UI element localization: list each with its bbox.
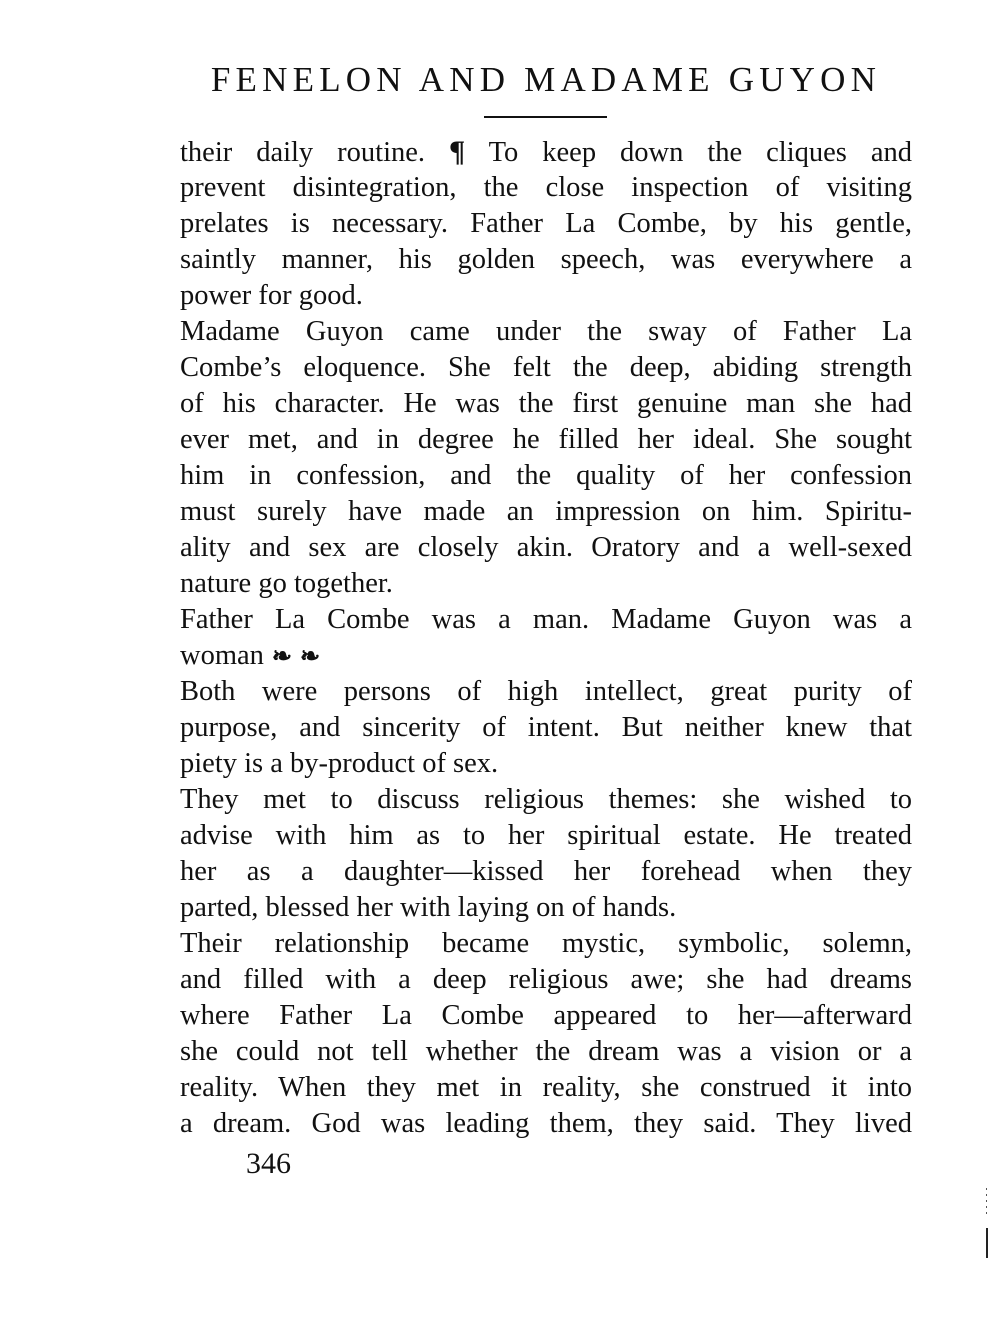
text-segment: of his character. He was the first genuine man she had bbox=[180, 388, 912, 419]
text-line bbox=[180, 386, 912, 422]
text-line bbox=[180, 998, 912, 1034]
text-segment: ever met, and in degree he filled her ideal. She sought bbox=[180, 424, 912, 455]
paragraph bbox=[180, 674, 912, 782]
text-segment: advise with him as to her spiritual estate. He treated bbox=[180, 820, 912, 851]
text-segment: woman bbox=[180, 640, 264, 671]
text-segment: Father La Combe was a man. Madame Guyon was a bbox=[180, 604, 912, 635]
paragraph bbox=[180, 314, 912, 602]
scan-edge-mark bbox=[986, 1188, 987, 1214]
paragraph bbox=[180, 782, 912, 926]
text-segment: him in confession, and the quality of her confession bbox=[180, 460, 912, 491]
text-line bbox=[180, 278, 912, 314]
text-segment: she could not tell whether the dream was a vision or a bbox=[180, 1036, 912, 1067]
text-line bbox=[180, 1106, 912, 1142]
text-line bbox=[180, 818, 912, 854]
text-segment: saintly manner, his golden speech, was everywhere a bbox=[180, 244, 912, 275]
head-rule bbox=[484, 116, 607, 118]
text-segment: power for good. bbox=[180, 280, 363, 311]
text-line bbox=[180, 422, 912, 458]
text-segment: must surely have made an impression on him. Spiritu- bbox=[180, 496, 912, 527]
text-segment: purpose, and sincerity of intent. But neither knew that bbox=[180, 712, 912, 743]
text-segment: Both were persons of high intellect, great purity of bbox=[180, 676, 912, 707]
text-line bbox=[180, 566, 912, 602]
text-line bbox=[180, 854, 912, 890]
text-segment: Madame Guyon came under the sway of Father La bbox=[180, 316, 912, 347]
text-line bbox=[180, 1034, 912, 1070]
text-line bbox=[180, 1070, 912, 1106]
paragraph bbox=[180, 602, 912, 674]
text-line bbox=[180, 530, 912, 566]
paragraph bbox=[180, 134, 912, 314]
text-segment: her as a daughter—kissed her forehead when they bbox=[180, 856, 912, 887]
text-segment: ality and sex are closely akin. Oratory and a well-sexed bbox=[180, 532, 912, 563]
text-segment: prevent disintegration, the close inspection of visiting bbox=[180, 172, 912, 203]
text-segment: where Father La Combe appeared to her—afterward bbox=[180, 1000, 912, 1031]
text-segment: and filled with a deep religious awe; she had dreams bbox=[180, 964, 912, 995]
text-line bbox=[180, 494, 912, 530]
text-line bbox=[180, 926, 912, 962]
text-line bbox=[180, 674, 912, 710]
text-segment: reality. When they met in reality, she construed it into bbox=[180, 1072, 912, 1103]
text-segment: prelates is necessary. Father La Combe, by his gentle, bbox=[180, 208, 912, 239]
text-line bbox=[180, 602, 912, 638]
text-line bbox=[180, 638, 912, 674]
scan-edge-bar bbox=[986, 1228, 988, 1258]
text-segment: Their relationship became mystic, symbolic, solemn, bbox=[180, 928, 912, 959]
fleuron-ornament-icon: ❧❧ bbox=[271, 644, 329, 670]
text-segment: nature go together. bbox=[180, 568, 393, 599]
text-line bbox=[180, 962, 912, 998]
text-line bbox=[180, 350, 912, 386]
text-segment: parted, blessed her with laying on of hands. bbox=[180, 892, 677, 923]
body-text bbox=[180, 134, 912, 1142]
text-line bbox=[180, 242, 912, 278]
text-line bbox=[180, 170, 912, 206]
text-line bbox=[180, 782, 912, 818]
text-segment: piety is a by-product of sex. bbox=[180, 748, 499, 779]
text-segment: their daily routine. bbox=[180, 137, 449, 168]
pilcrow-icon: ¶ bbox=[448, 135, 466, 168]
text-segment: To keep down the cliques and bbox=[465, 137, 912, 168]
text-line bbox=[180, 314, 912, 350]
text-line bbox=[180, 746, 912, 782]
text-line bbox=[180, 134, 912, 170]
text-line bbox=[180, 890, 912, 926]
text-segment: They met to discuss religious themes: she wished to bbox=[180, 784, 912, 815]
page-number: 346 bbox=[246, 1147, 291, 1180]
text-segment: Combe’s eloquence. She felt the deep, abiding strength bbox=[180, 352, 912, 383]
running-head: FENELON AND MADAME GUYON bbox=[210, 60, 882, 99]
text-line bbox=[180, 710, 912, 746]
text-segment: a dream. God was leading them, they said. They lived bbox=[180, 1108, 912, 1139]
text-line bbox=[180, 206, 912, 242]
text-line bbox=[180, 458, 912, 494]
paragraph bbox=[180, 926, 912, 1142]
